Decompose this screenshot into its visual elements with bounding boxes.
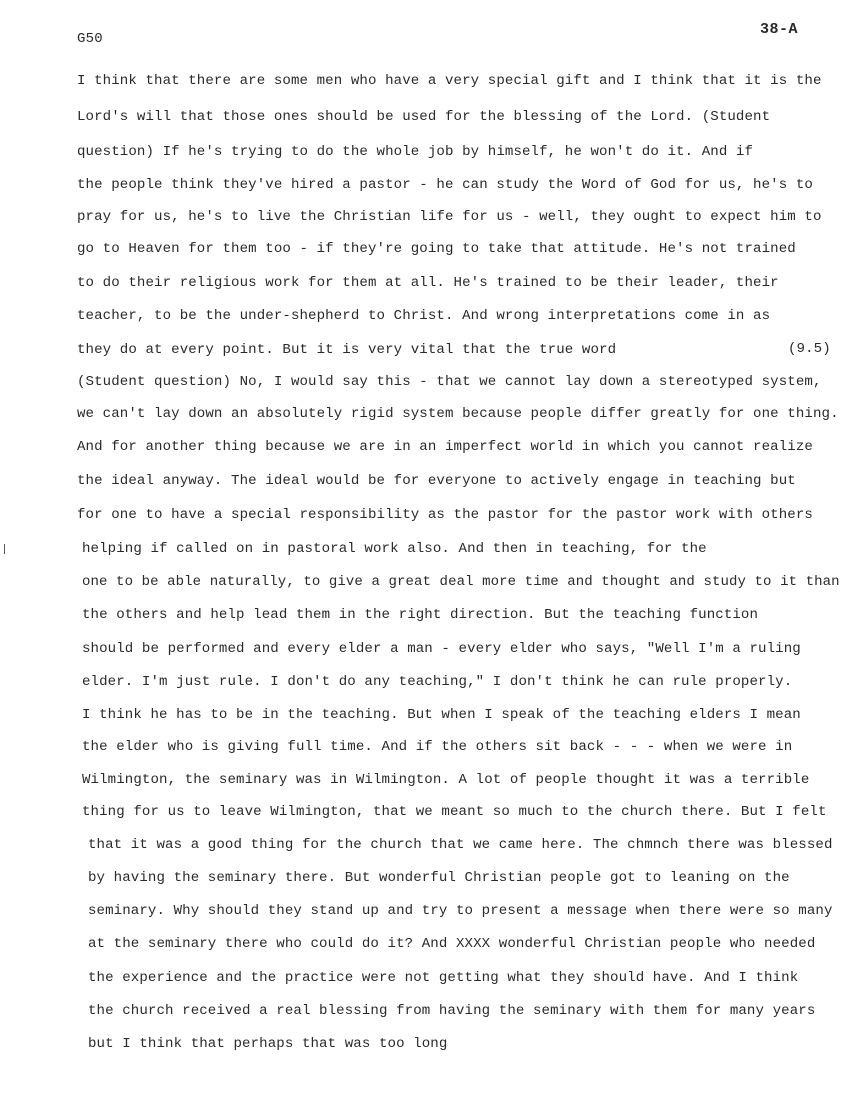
text-line: the ideal anyway. The ideal would be for everyone to actively engage in teaching but [77, 473, 796, 489]
text-line: the others and help lead them in the right direction. But the teaching function [82, 607, 759, 623]
text-line: should be performed and every elder a man - every elder who says, "Well I'm a ruling [82, 641, 801, 657]
text-line: question) If he's trying to do the whole job by himself, he won't do it. And if [77, 144, 754, 160]
margin-tick-mark [4, 544, 8, 554]
text-line: by having the seminary there. But wonderful Christian people got to leaning on the [88, 870, 790, 886]
text-line: elder. I'm just rule. I don't do any teaching," I don't think he can rule properly. [82, 674, 793, 690]
text-line: we can't lay down an absolutely rigid system because people differ greatly for one thing. [77, 406, 839, 422]
text-line: helping if called on in pastoral work also. And then in teaching, for the [82, 541, 707, 557]
text-line: teacher, to be the under-shepherd to Christ. And wrong interpretations come in as [77, 308, 771, 324]
text-line: Lord's will that those ones should be used for the blessing of the Lord. (Student [77, 109, 771, 125]
text-line: the elder who is giving full time. And if the others sit back - - - when we were in [82, 739, 793, 755]
document-code: G50 [77, 31, 103, 47]
text-line: that it was a good thing for the church that we came here. The chmnch there was blessed [88, 837, 833, 853]
text-line: pray for us, he's to live the Christian life for us - well, they ought to expect him to [77, 209, 822, 225]
text-line: And for another thing because we are in an imperfect world in which you cannot realize [77, 439, 813, 455]
text-line: at the seminary there who could do it? And XXXX wonderful Christian people who needed [88, 936, 816, 952]
page-number: 38-A [760, 21, 799, 38]
margin-note: (9.5) [788, 341, 831, 357]
text-line: for one to have a special responsibility as the pastor for the pastor work with others [77, 507, 813, 523]
text-line: thing for us to leave Wilmington, that we meant so much to the church there. But I felt [82, 804, 827, 820]
text-line: the people think they've hired a pastor - he can study the Word of God for us, he's to [77, 177, 813, 193]
text-line: I think he has to be in the teaching. But when I speak of the teaching elders I mean [82, 707, 801, 723]
text-line: (Student question) No, I would say this - that we cannot lay down a stereotyped system, [77, 374, 822, 390]
text-line: but I think that perhaps that was too long [88, 1036, 448, 1052]
text-line: they do at every point. But it is very vital that the true word [77, 342, 617, 358]
text-line: Wilmington, the seminary was in Wilmington. A lot of people thought it was a terrible [82, 772, 810, 788]
text-line: go to Heaven for them too - if they're going to take that attitude. He's not trained [77, 241, 796, 257]
text-line: to do their religious work for them at all. He's trained to be their leader, their [77, 275, 779, 291]
text-line: the church received a real blessing from having the seminary with them for many years [88, 1003, 816, 1019]
text-line: seminary. Why should they stand up and try to present a message when there were so many [88, 903, 833, 919]
text-line: one to be able naturally, to give a great deal more time and thought and study to it than [82, 574, 840, 590]
text-line: the experience and the practice were not getting what they should have. And I think [88, 970, 799, 986]
text-line: I think that there are some men who have a very special gift and I think that it is the [77, 73, 822, 89]
